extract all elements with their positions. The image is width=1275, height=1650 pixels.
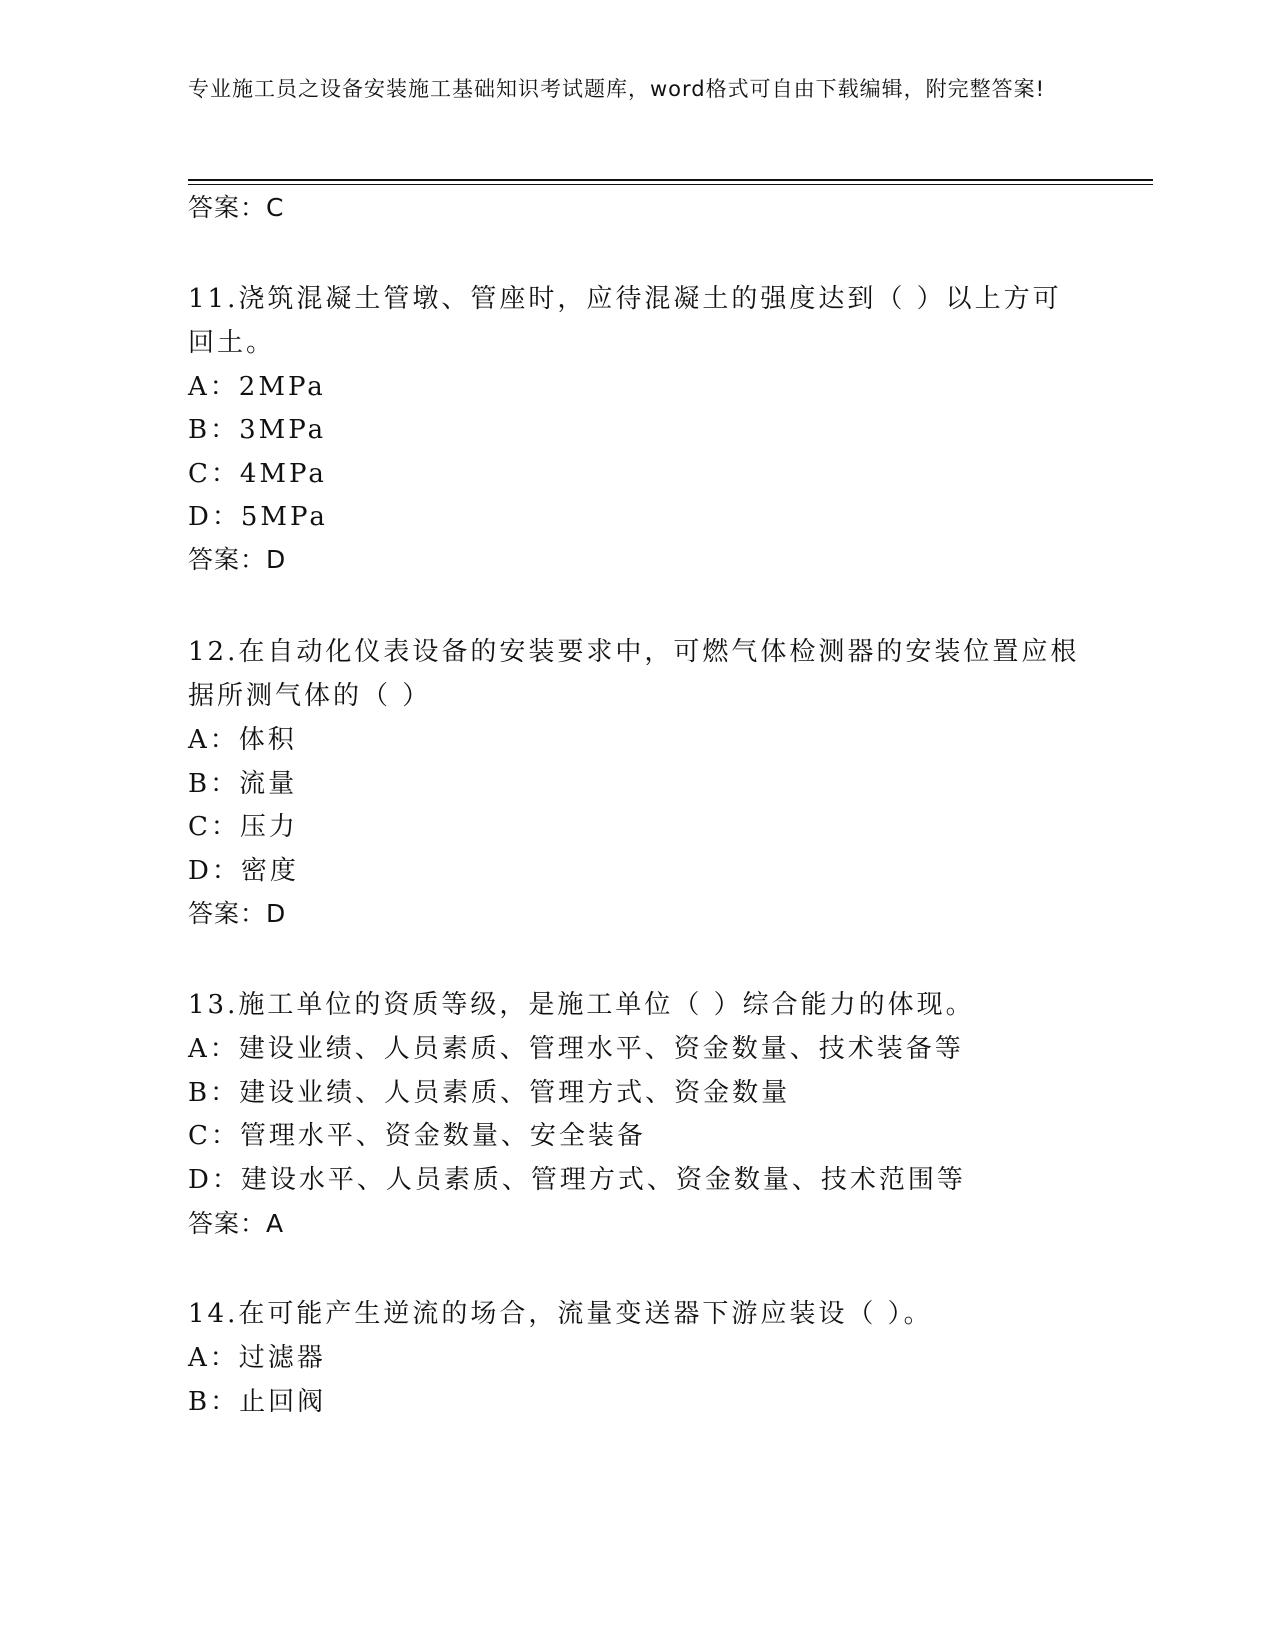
option-d: D：密度: [188, 856, 299, 886]
option-a: A：过滤器: [188, 1343, 326, 1373]
option-c: C：4MPa: [188, 459, 327, 489]
question-stem: 12.在自动化仪表设备的安装要求中，可燃气体检测器的安装位置应根: [188, 637, 1080, 667]
question-stem-continued: 回土。: [188, 328, 276, 358]
answer-line: 答案：A: [188, 1209, 285, 1238]
option-b: B：流量: [188, 769, 298, 799]
answer-line: 答案：D: [188, 899, 287, 928]
header-divider-thick: [188, 179, 1153, 181]
option-a: A：建设业绩、人员素质、管理水平、资金数量、技术装备等: [188, 1034, 964, 1064]
option-a: A：2MPa: [188, 372, 326, 402]
option-c: C：管理水平、资金数量、安全装备: [188, 1121, 646, 1151]
option-a: A：体积: [188, 725, 297, 755]
document-header: 专业施工员之设备安装施工基础知识考试题库，word格式可自由下载编辑，附完整答案!: [188, 77, 1046, 101]
option-b: B：建设业绩、人员素质、管理方式、资金数量: [188, 1078, 791, 1108]
option-c: C：压力: [188, 812, 298, 842]
answer-line: 答案：C: [188, 193, 285, 222]
question-stem: 11.浇筑混凝土管墩、管座时，应待混凝土的强度达到（ ）以上方可: [188, 284, 1062, 314]
option-b: B：3MPa: [188, 415, 327, 445]
header-divider-thin: [188, 184, 1153, 185]
option-b: B：止回阀: [188, 1387, 327, 1417]
question-stem: 13.施工单位的资质等级，是施工单位（ ）综合能力的体现。: [188, 990, 975, 1020]
question-stem-continued: 据所测气体的（ ）: [188, 681, 432, 711]
question-stem: 14.在可能产生逆流的场合，流量变送器下游应装设（ ）。: [188, 1299, 933, 1329]
option-d: D：建设水平、人员素质、管理方式、资金数量、技术范围等: [188, 1165, 966, 1195]
option-d: D：5MPa: [188, 502, 328, 532]
answer-line: 答案：D: [188, 545, 287, 574]
